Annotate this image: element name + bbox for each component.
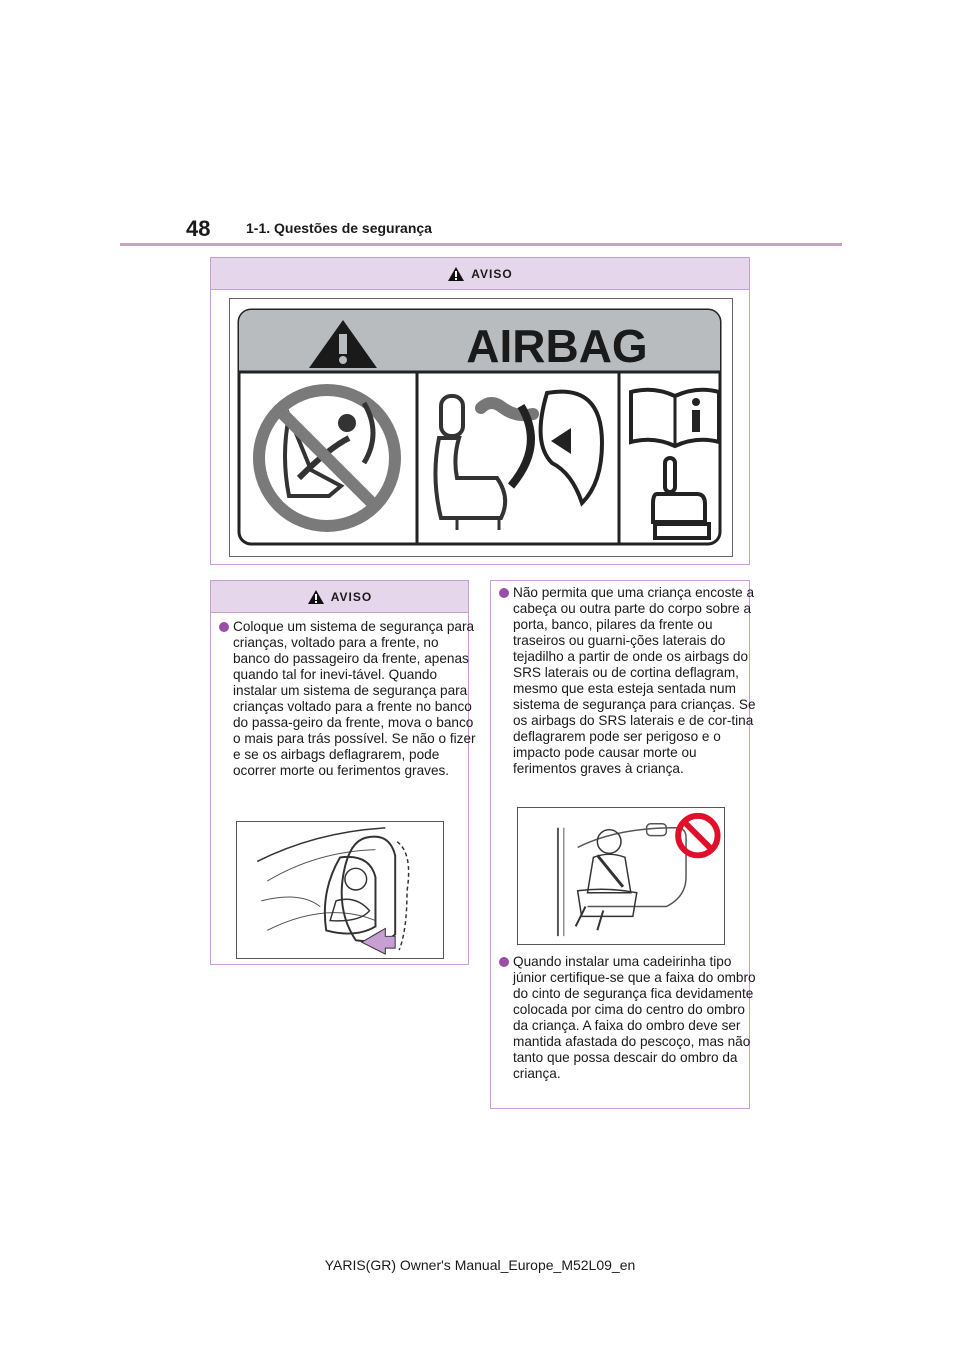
junior-seat-prohibition-illustration [517,807,725,945]
airbag-warning-box [210,257,750,565]
section-title: 1-1. Questões de segurança [246,220,432,236]
footer-manual-id: YARIS(GR) Owner's Manual_Europe_M52L09_en [324,1257,636,1273]
prohibition-icon [678,816,717,855]
warning-label: AVISO [471,266,513,281]
warning-triangle-icon [307,589,325,605]
bullet-icon [499,957,509,967]
bullet-text: Não permita que uma criança encoste a cabeça ou outra parte do corpo sobre a porta, banco, pilares da frente ou traseiros ou guarni-ções laterais do tejadilho a partir de onde os airbags do SRS laterais ou de cortina deflagram, mesmo que esta esteja sentada num sistema de segurança para crianças. Se os airbags do SRS laterais e de cor-tina deflagrarem pode ser perigoso e o impacto pode causar morte ou ferimentos graves à criança. [513,585,756,776]
bullet-text: Quando instalar uma cadeirinha tipo júnior certifique-se que a faixa do ombro do cinto de segurança fica devidamente colocada por cima do centro do ombro da criança. A faixa do ombro deve ser mantida afastada do pescoço, mas não tanto que possa descair do ombro da criança. [513,954,756,1081]
warning-label: AVISO [330,589,373,604]
bullet-text: Coloque um sistema de segurança para crianças, voltado para a frente, no banco do passageiro da frente, apenas quando tal for inevi-tável. Quando instalar um sistema de segurança para crianças voltado para a frente no banco do passa-geiro da frente, mova o banco o mais para trás possível. Se não o fizer e se os airbags deflagrarem, pode ocorrer morte ou ferimentos graves. [233,619,476,778]
airbag-label-illustration [229,298,733,557]
side-airbag-warning-box [490,580,756,1109]
warning-header [211,258,749,290]
bullet-item [217,619,477,779]
forward-facing-seat-illustration [236,821,444,959]
header-rule [120,243,842,246]
bullet-item [497,954,759,1082]
warning-triangle-icon [447,266,465,282]
airbag-heading: AIRBAG [466,320,648,372]
page-number: 48 [186,216,211,241]
bullet-icon [219,622,229,632]
front-seat-warning-box [210,580,476,965]
bullet-item [497,585,759,777]
warning-header [211,581,468,613]
bullet-icon [499,588,509,598]
